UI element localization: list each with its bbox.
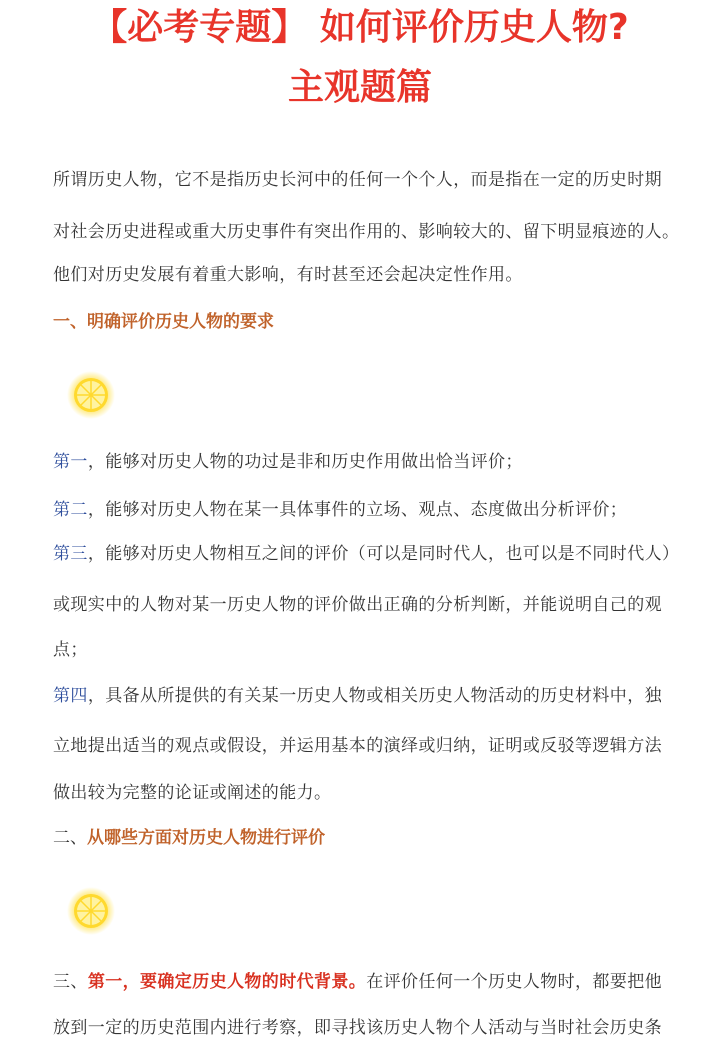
section-2-heading (53, 818, 325, 858)
requirement-text: ，能够对历史人物相互之间的评价（可以是同时代人，也可以是不同时代人） (87, 544, 680, 564)
requirement-label: 第三 (53, 544, 88, 564)
requirement-text: ，能够对历史人物的功过是非和历史作用做出恰当评价； (87, 452, 523, 472)
section-2-prefix: 二、 (53, 828, 87, 848)
requirement-1 (53, 442, 693, 482)
requirement-label: 第一 (53, 452, 88, 472)
requirement-2 (53, 490, 693, 530)
section-2-title: 从哪些方面对历史人物进行评价 (87, 828, 325, 848)
requirement-label: 第二 (53, 500, 88, 520)
requirement-3-line-2: 或现实中的人物对某一历史人物的评价做出正确的分析判断，并能说明自己的观 (53, 595, 662, 615)
section-3-prefix: 三、 (53, 972, 88, 992)
page-subtitle: 主观题篇 (287, 67, 432, 108)
section-3-text: 在评价任何一个历史人物时，都要把他 (366, 972, 663, 992)
requirement-4-line-3: 做出较为完整的论证或阐述的能力。 (53, 783, 332, 803)
section-3-line-2: 放到一定的历史范围内进行考察，即寻找该历史人物个人活动与当时社会历史条 (53, 1018, 662, 1038)
lemon-slice-icon (66, 370, 116, 420)
section-1-heading: 一、明确评价历史人物的要求 (53, 312, 274, 332)
intro-line-1: 所谓历史人物，它不是指历史长河中的任何一个个人，而是指在一定的历史时期 (53, 170, 662, 190)
section-3-highlight: 第一，要确定历史人物的时代背景。 (87, 972, 367, 992)
requirement-4-line-2: 立地提出适当的观点或假设，并运用基本的演绎或归纳，证明或反驳等逻辑方法 (53, 736, 662, 756)
intro-line-2: 对社会历史进程或重大历史事件有突出作用的、影响较大的、留下明显痕迹的人。 (53, 222, 680, 242)
section-3-line-1 (53, 962, 693, 1002)
intro-line-3: 他们对历史发展有着重大影响，有时甚至还会起决定性作用。 (53, 265, 523, 285)
lemon-slice-icon (66, 886, 116, 936)
page-title: 【必考专题】 如何评价历史人物? (91, 7, 629, 48)
requirement-3 (53, 534, 693, 574)
requirement-text: ，具备从所提供的有关某一历史人物或相关历史人物活动的历史材料中，独 (87, 686, 663, 706)
requirement-label: 第四 (53, 686, 88, 706)
requirement-4 (53, 676, 693, 716)
requirement-text: ，能够对历史人物在某一具体事件的立场、观点、态度做出分析评价； (87, 500, 628, 520)
requirement-3-line-3: 点； (53, 640, 88, 660)
